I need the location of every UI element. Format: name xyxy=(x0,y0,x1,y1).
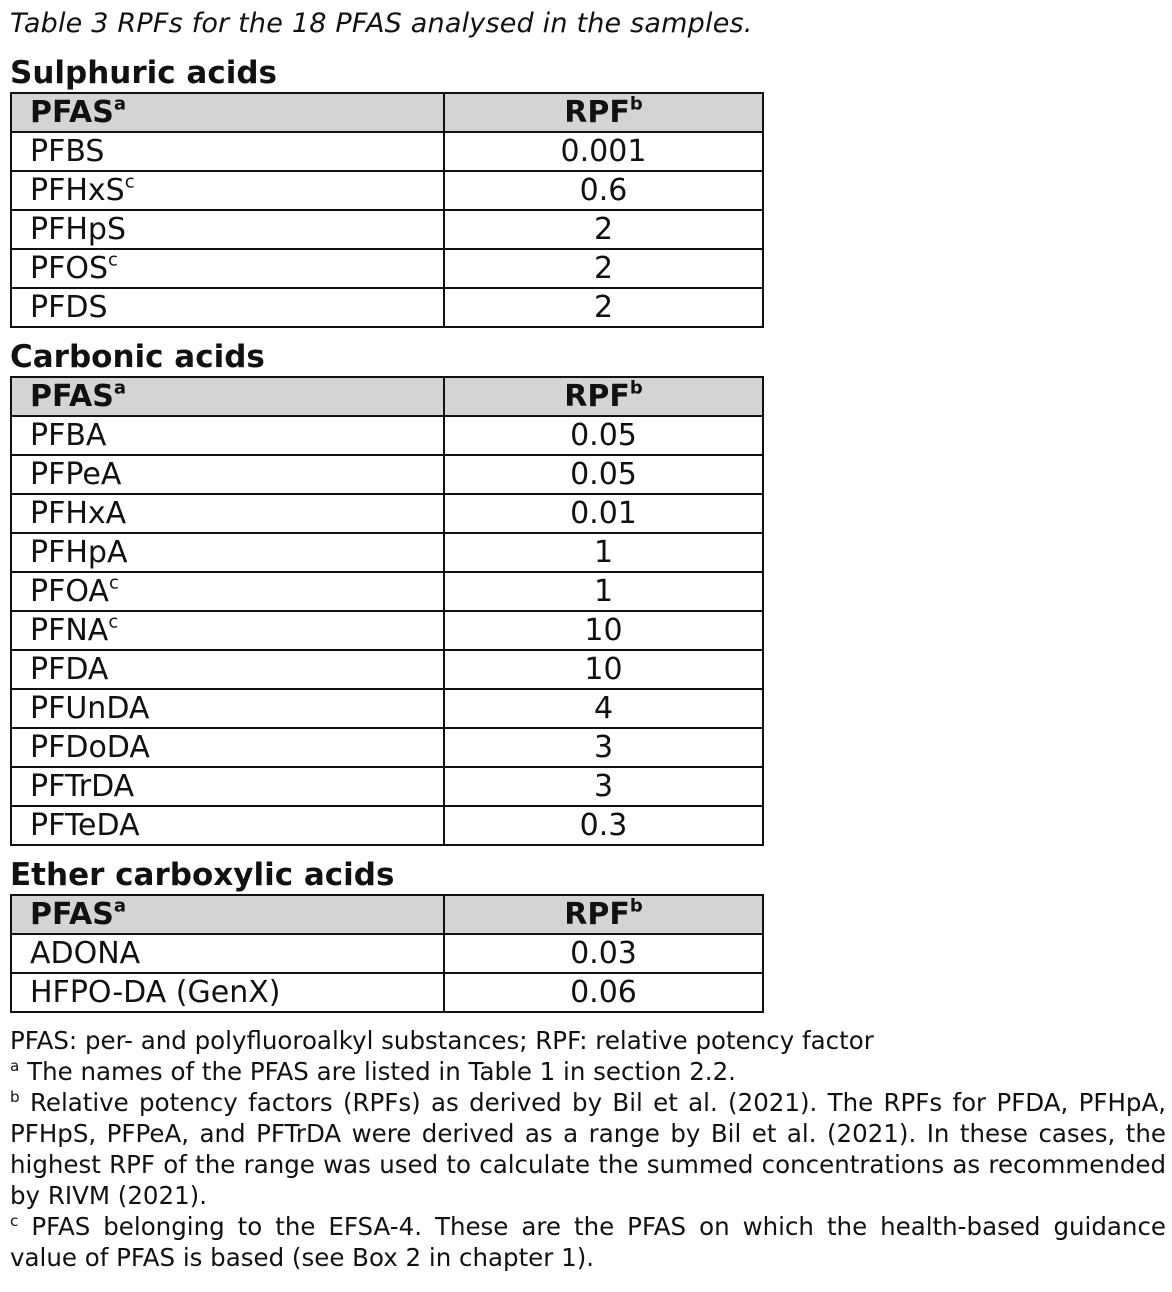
header-pfas-footnote-mark: a xyxy=(113,894,127,916)
table-caption: Table 3 RPFs for the 18 PFAS analysed in the samples. xyxy=(10,8,753,39)
pfas-footnote-mark: c xyxy=(108,610,119,632)
pfas-name-cell xyxy=(11,934,444,973)
pfas-name: PFTrDA xyxy=(30,768,135,804)
rpf-value: 0.6 xyxy=(444,171,763,210)
header-pfas xyxy=(11,93,444,132)
header-pfas-label: PFAS xyxy=(30,94,114,130)
table-row xyxy=(11,455,763,494)
pfas-name: PFHxA xyxy=(30,495,127,531)
table-notes xyxy=(10,1025,1166,1273)
table-row xyxy=(11,132,763,171)
header-rpf-label: RPF xyxy=(564,378,630,414)
pfas-name-cell xyxy=(11,806,444,845)
rpf-value: 0.03 xyxy=(444,934,763,973)
table-row xyxy=(11,767,763,806)
table-row xyxy=(11,494,763,533)
table-row xyxy=(11,416,763,455)
rpf-value: 0.01 xyxy=(444,494,763,533)
pfas-name-cell xyxy=(11,416,444,455)
section-title: Carbonic acids xyxy=(10,339,265,375)
pfas-name-cell xyxy=(11,689,444,728)
table-row xyxy=(11,973,763,1012)
header-pfas-footnote-mark: a xyxy=(113,376,127,398)
pfas-name: PFPeA xyxy=(30,456,122,492)
note-a-text: The names of the PFAS are listed in Table 1 in section 2.2. xyxy=(19,1057,736,1086)
pfas-name-cell xyxy=(11,533,444,572)
rpf-value: 3 xyxy=(444,728,763,767)
rpf-value: 10 xyxy=(444,611,763,650)
pfas-name: PFHpA xyxy=(30,534,128,570)
header-pfas-label: PFAS xyxy=(30,378,114,414)
rpf-value: 0.05 xyxy=(444,455,763,494)
pfas-name-cell xyxy=(11,171,444,210)
pfas-name: ADONA xyxy=(30,935,141,971)
table-row xyxy=(11,934,763,973)
table-row xyxy=(11,806,763,845)
document-page xyxy=(10,4,1166,1273)
pfas-name: HFPO-DA (GenX) xyxy=(30,974,281,1010)
section-title: Ether carboxylic acids xyxy=(10,857,395,893)
table-row xyxy=(11,572,763,611)
table-row xyxy=(11,533,763,572)
pfas-name-cell xyxy=(11,650,444,689)
rpf-value: 2 xyxy=(444,249,763,288)
note-b xyxy=(10,1087,1166,1211)
pfas-name-cell xyxy=(11,132,444,171)
pfas-name: PFDS xyxy=(30,289,108,325)
note-b-mark: b xyxy=(10,1087,20,1106)
rpf-value: 0.05 xyxy=(444,416,763,455)
pfas-name-cell xyxy=(11,210,444,249)
rpf-value: 10 xyxy=(444,650,763,689)
header-rpf xyxy=(444,377,763,416)
table-row xyxy=(11,249,763,288)
pfas-name: PFBA xyxy=(30,417,107,453)
header-pfas xyxy=(11,377,444,416)
header-rpf xyxy=(444,93,763,132)
header-rpf-footnote-mark: b xyxy=(629,376,643,398)
note-c xyxy=(10,1211,1166,1273)
pfas-name: PFHxS xyxy=(30,172,125,208)
section-title: Sulphuric acids xyxy=(10,55,277,91)
rpf-value: 4 xyxy=(444,689,763,728)
pfas-name: PFOA xyxy=(30,573,109,609)
pfas-footnote-mark: c xyxy=(108,571,119,593)
rpf-value: 0.06 xyxy=(444,973,763,1012)
pfas-name-cell xyxy=(11,728,444,767)
header-rpf-label: RPF xyxy=(564,896,630,932)
table-row xyxy=(11,728,763,767)
header-rpf xyxy=(444,895,763,934)
rpf-value: 0.001 xyxy=(444,132,763,171)
pfas-name: PFDA xyxy=(30,651,109,687)
pfas-name-cell xyxy=(11,767,444,806)
table-row xyxy=(11,650,763,689)
pfas-footnote-mark: c xyxy=(124,170,135,192)
pfas-name: PFHpS xyxy=(30,211,126,247)
note-a xyxy=(10,1056,1166,1087)
note-a-mark: a xyxy=(10,1056,20,1075)
pfas-name: PFTeDA xyxy=(30,807,140,843)
pfas-name: PFDoDA xyxy=(30,729,150,765)
pfas-name-cell xyxy=(11,973,444,1012)
header-rpf-footnote-mark: b xyxy=(629,92,643,114)
note-b-text: Relative potency factors (RPFs) as derived by Bil et al. (2021). The RPFs for PFDA, PFHpA, PFHpS, PFPeA, and PFTrDA were derived as a range by Bil et al. (2021). In these cases, the highest RPF of the range was used to calculate the summed concentrations as recommended by RIVM (2021). xyxy=(10,1088,1166,1210)
rpf-table xyxy=(10,894,764,1013)
table-row xyxy=(11,689,763,728)
pfas-name: PFBS xyxy=(30,133,105,169)
rpf-value: 1 xyxy=(444,533,763,572)
table-row xyxy=(11,210,763,249)
rpf-value: 0.3 xyxy=(444,806,763,845)
rpf-value: 3 xyxy=(444,767,763,806)
pfas-name-cell xyxy=(11,288,444,327)
note-c-text: PFAS belonging to the EFSA-4. These are the PFAS on which the health-based guidance value of PFAS is based (see Box 2 in chapter 1). xyxy=(10,1212,1166,1272)
note-c-mark: c xyxy=(10,1211,19,1230)
rpf-table xyxy=(10,376,764,846)
rpf-table xyxy=(10,92,764,328)
note-abbreviations: PFAS: per- and polyfluoroalkyl substances; RPF: relative potency factor xyxy=(10,1026,874,1055)
header-pfas-footnote-mark: a xyxy=(113,92,127,114)
header-pfas xyxy=(11,895,444,934)
table-row xyxy=(11,171,763,210)
rpf-value: 2 xyxy=(444,210,763,249)
pfas-name: PFNA xyxy=(30,612,109,648)
pfas-name-cell xyxy=(11,611,444,650)
table-header-row xyxy=(11,895,763,934)
pfas-name-cell xyxy=(11,249,444,288)
table-header-row xyxy=(11,93,763,132)
pfas-name-cell xyxy=(11,455,444,494)
pfas-footnote-mark: c xyxy=(108,248,118,270)
header-pfas-label: PFAS xyxy=(30,896,114,932)
header-rpf-footnote-mark: b xyxy=(629,894,643,916)
rpf-value: 1 xyxy=(444,572,763,611)
pfas-name: PFOS xyxy=(30,250,109,286)
pfas-name: PFUnDA xyxy=(30,690,150,726)
table-row xyxy=(11,611,763,650)
table-row xyxy=(11,288,763,327)
rpf-value: 2 xyxy=(444,288,763,327)
table-header-row xyxy=(11,377,763,416)
table-sections xyxy=(10,54,1166,1013)
pfas-name-cell xyxy=(11,494,444,533)
pfas-name-cell xyxy=(11,572,444,611)
header-rpf-label: RPF xyxy=(564,94,630,130)
